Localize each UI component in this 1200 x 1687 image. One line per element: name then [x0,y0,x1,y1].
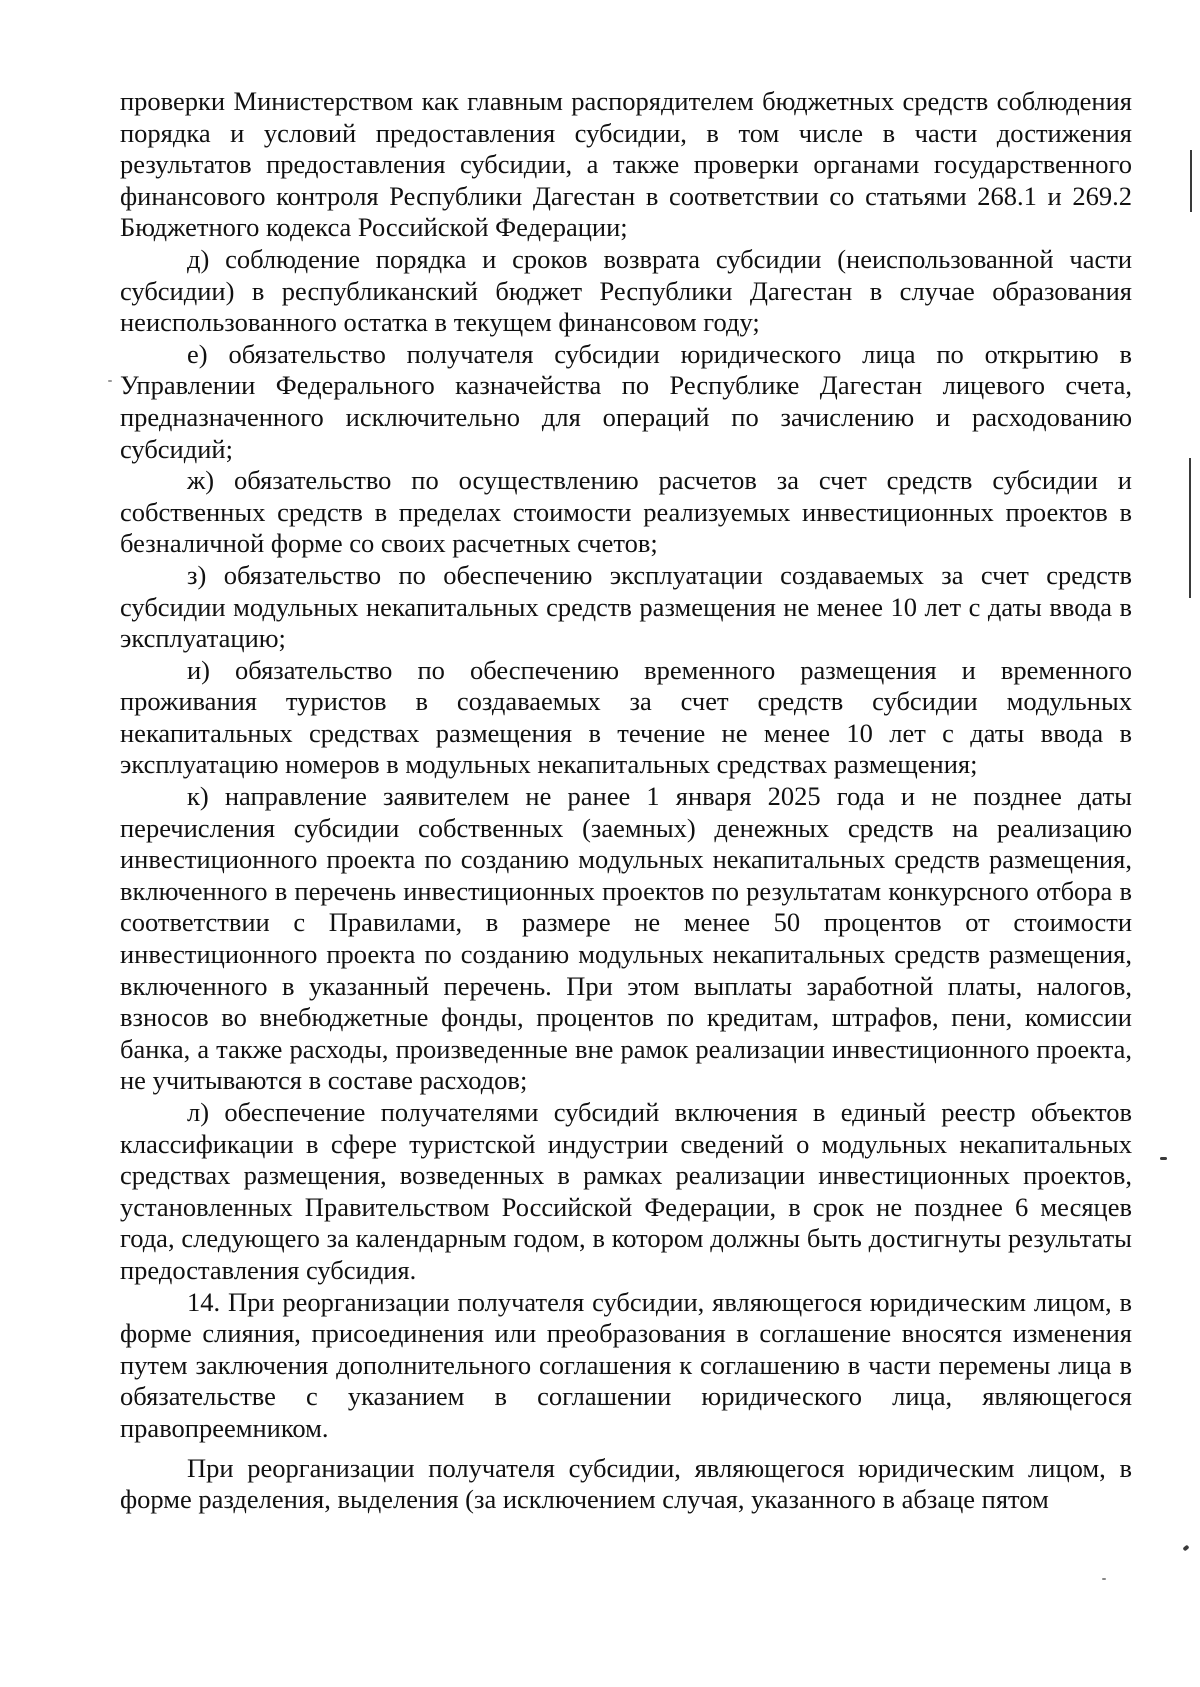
paragraph-section-14: 14. При реорганизации получателя субсидии, являющегося юридическим лицом, в форме слияния, присоединения или преобразования в соглашение вносятся изменения путем заключения дополнительного соглашения к соглашению в части перемены лица в обязательстве с указанием в соглашении юридического лица, являющегося правопреемником. [120,1286,1132,1443]
paragraph-item-k: к) направление заявителем не ранее 1 января 2025 года и не позднее даты перечисления субсидии собственных (заемных) денежных средств на реализацию инвестиционного проекта по созданию модульных некапитальных средств размещения, включенного в перечень инвестиционных проектов по результатам конкурсного отбора в соответствии с Правилами, в размере не менее 50 процентов от стоимости инвестиционного проекта по созданию модульных некапитальных средств размещения, включенного в указанный перечень. При этом выплаты заработной платы, налогов, взносов во внебюджетные фонды, процентов по кредитам, штрафов, пени, комиссии банка, а также расходы, произведенные вне рамок реализации инвестиционного проекта, не учитываются в составе расходов; [120,781,1132,1096]
scan-artifact-dot [1182,1545,1189,1552]
paragraph-item-d: д) соблюдение порядка и сроков возврата субсидии (неиспользованной части субсидии) в республиканский бюджет Республики Дагестан в случае образования неиспользованного остатка в текущем финансовом году; [120,243,1132,338]
scan-artifact-dot [1160,1157,1167,1160]
paragraph-item-zh: ж) обязательство по осуществлению расчетов за счет средств субсидии и собственных средств в пределах стоимости реализуемых инвестиционных проектов в безналичной форме со своих расчетных счетов; [120,465,1132,559]
scan-artifact-dot [108,380,112,382]
paragraph-continuation: проверки Министерством как главным распорядителем бюджетных средств соблюдения порядка и условий предоставления субсидии, в том числе в части достижения результатов предоставления субсидии, а также проверки органами государственного финансового контроля Республики Дагестан в соответствии со статьями 268.1 и 269.2 Бюджетного кодекса Российской Федерации; [120,86,1132,243]
paragraph-reorganization: При реорганизации получателя субсидии, являющегося юридическим лицом, в форме разделения, выделения (за исключением случая, указанного в абзаце пятом [120,1452,1132,1515]
paragraph-item-e: е) обязательство получателя субсидии юридического лица по открытию в Управлении Федерального казначейства по Республике Дагестан лицевого счета, предназначенного исключительно для операций по зачислению и расходованию субсидий; [120,338,1132,464]
scan-artifact-line [1190,150,1192,212]
paragraph-item-z: з) обязательство по обеспечению эксплуатации создаваемых за счет средств субсидии модульных некапитальных средств размещения не менее 10 лет с даты ввода в эксплуатацию; [120,559,1132,654]
document-body [120,86,1132,1516]
scan-artifact-line [1189,458,1191,598]
paragraph-item-l: л) обеспечение получателями субсидий включения в единый реестр объектов классификации в сфере туристской индустрии сведений о модульных некапитальных средствах размещения, возведенных в рамках реализации инвестиционных проектов, установленных Правительством Российской Федерации, в срок не позднее 6 месяцев года, следующего за календарным годом, в котором должны быть достигнуты результаты предоставления субсидия. [120,1097,1132,1285]
paragraph-item-i: и) обязательство по обеспечению временного размещения и временного проживания туристов в создаваемых за счет средств субсидии модульных некапитальных средствах размещения в течение не менее 10 лет с даты ввода в эксплуатацию номеров в модульных некапитальных средствах размещения; [120,654,1132,780]
scan-artifact-dot [1102,1578,1106,1580]
